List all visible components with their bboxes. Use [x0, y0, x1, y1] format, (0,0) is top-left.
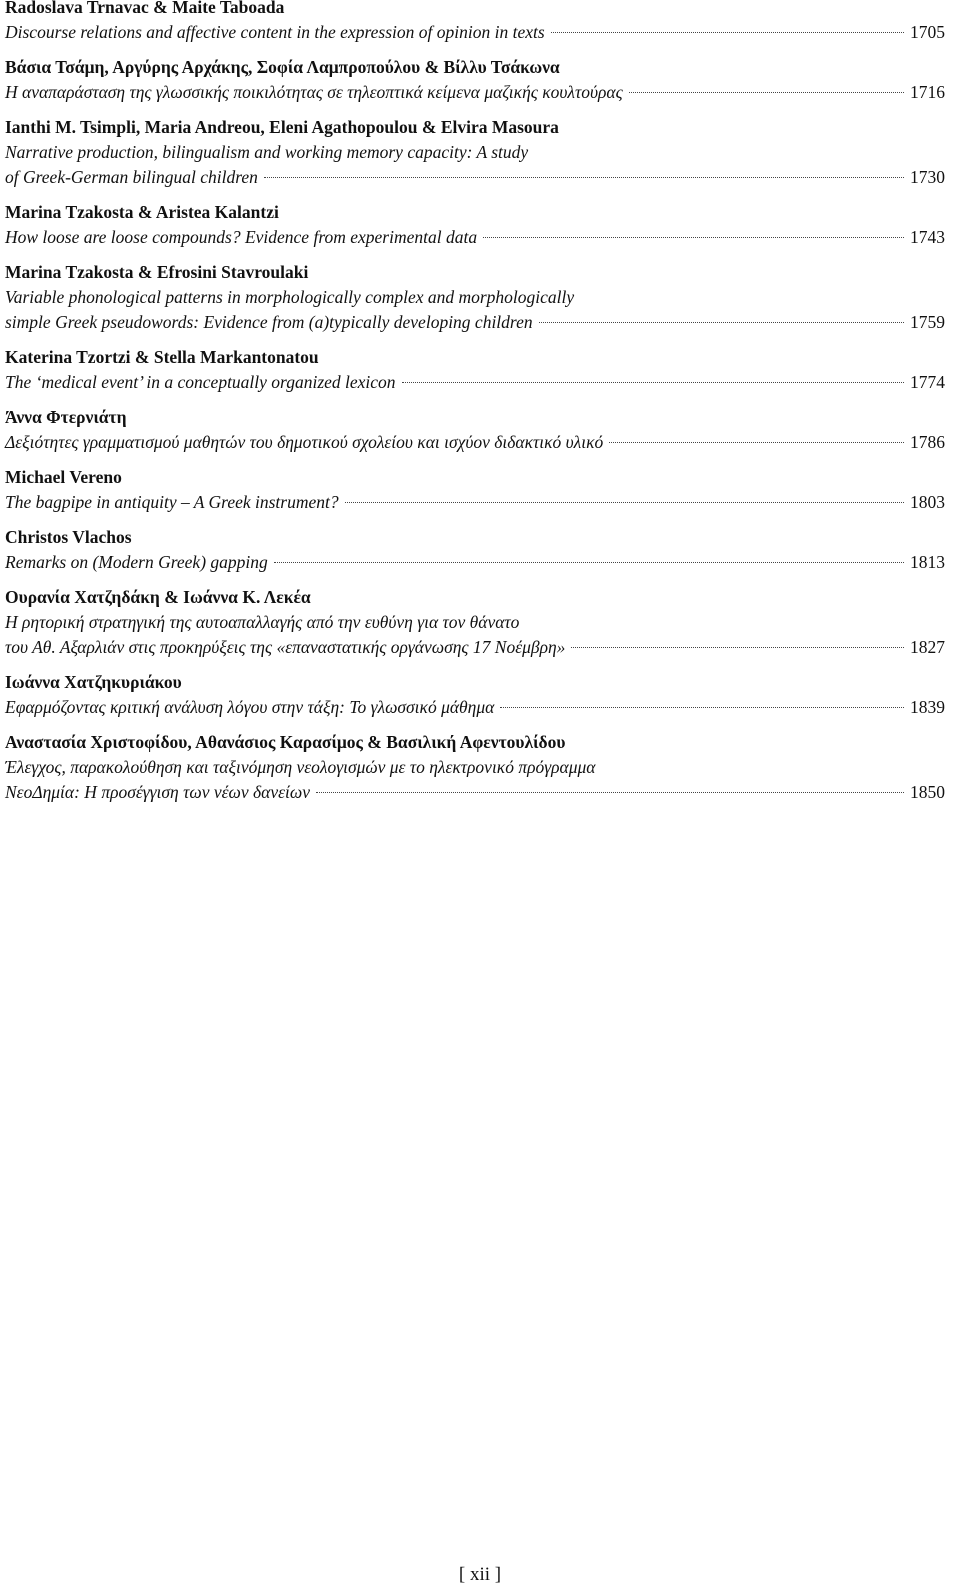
dot-leader [571, 647, 904, 648]
dot-leader [274, 562, 904, 563]
entry-title-text: Discourse relations and affective content in the expression of opinion in texts [5, 22, 545, 42]
entry-authors: Marina Tzakosta & Aristea Kalantzi [5, 202, 279, 222]
toc-entry [5, 465, 945, 515]
toc-entry [5, 55, 945, 105]
entry-page-number: 1743 [910, 227, 945, 247]
toc-entry [5, 730, 945, 805]
entry-page-number: 1803 [910, 492, 945, 512]
entry-authors: Άννα Φτερνιάτη [5, 407, 127, 427]
entry-page-number: 1813 [910, 552, 945, 572]
entry-title-final-line [5, 20, 945, 45]
entry-authors: Christos Vlachos [5, 527, 132, 547]
entry-authors: Katerina Tzortzi & Stella Markantonatou [5, 347, 319, 367]
entry-title-text: of Greek-German bilingual children [5, 167, 258, 187]
toc-entry [5, 200, 945, 250]
entry-title-final-line [5, 635, 945, 660]
toc-entry [5, 585, 945, 660]
entry-title-final-line [5, 310, 945, 335]
entry-title-final-line [5, 695, 945, 720]
entry-title-text: του Αθ. Αξαρλιάν στις προκηρύξεις της «επαναστατικής οργάνωσης 17 Νοέμβρη» [5, 637, 566, 657]
entry-page-number: 1827 [910, 637, 945, 657]
entry-authors: Ianthi M. Tsimpli, Maria Andreou, Eleni Agathopoulou & Elvira Masoura [5, 117, 559, 137]
entry-title-line: Variable phonological patterns in morphologically complex and morphologically [5, 287, 575, 307]
entry-title-line: Έλεγχος, παρακολούθηση και ταξινόμηση νεολογισμών με το ηλεκτρονικό πρόγραμμα [5, 757, 596, 777]
entry-authors: Ιωάννα Χατζηκυριάκου [5, 672, 182, 692]
entry-title-final-line [5, 225, 945, 250]
toc-entry [5, 345, 945, 395]
dot-leader [609, 442, 904, 443]
entry-title-final-line [5, 550, 945, 575]
toc-entry [5, 670, 945, 720]
entry-title-text: ΝεοΔημία: Η προσέγγιση των νέων δανείων [5, 782, 310, 802]
entry-title-text: Η αναπαράσταση της γλωσσικής ποικιλότητας σε τηλεοπτικά κείμενα μαζικής κουλτούρας [5, 82, 623, 102]
dot-leader [500, 707, 904, 708]
entry-authors: Michael Vereno [5, 467, 122, 487]
dot-leader [316, 792, 904, 793]
entry-title-final-line [5, 490, 945, 515]
entry-page-number: 1705 [910, 22, 945, 42]
entry-title-final-line [5, 430, 945, 455]
entry-page-number: 1730 [910, 167, 945, 187]
dot-leader [551, 32, 904, 33]
toc-entry [5, 405, 945, 455]
dot-leader [402, 382, 904, 383]
toc-entry [5, 0, 945, 45]
toc-entry [5, 525, 945, 575]
toc-entry [5, 115, 945, 190]
entry-page-number: 1839 [910, 697, 945, 717]
entry-page-number: 1759 [910, 312, 945, 332]
entry-authors: Radoslava Trnavac & Maite Taboada [5, 0, 285, 17]
dot-leader [264, 177, 904, 178]
entry-title-text: Δεξιότητες γραμματισμού μαθητών του δημοτικού σχολείου και ισχύον διδακτικό υλικό [5, 432, 604, 452]
entry-authors: Βάσια Τσάμη, Αργύρης Αρχάκης, Σοφία Λαμπροπούλου & Βίλλυ Τσάκωνα [5, 57, 560, 77]
entry-title-line: Narrative production, bilingualism and working memory capacity: A study [5, 142, 529, 162]
dot-leader [345, 502, 904, 503]
entry-title-text: The bagpipe in antiquity – A Greek instrument? [5, 492, 339, 512]
entry-title-text: Remarks on (Modern Greek) gapping [5, 552, 268, 572]
entry-page-number: 1774 [910, 372, 945, 392]
entry-title-line: Η ρητορική στρατηγική της αυτοαπαλλαγής από την ευθύνη για τον θάνατο [5, 612, 520, 632]
entry-title-final-line [5, 165, 945, 190]
entry-title-final-line [5, 780, 945, 805]
entry-authors: Marina Tzakosta & Efrosini Stavroulaki [5, 262, 309, 282]
entry-title-text: Εφαρμόζοντας κριτική ανάλυση λόγου στην τάξη: Το γλωσσικό μάθημα [5, 697, 495, 717]
dot-leader [483, 237, 904, 238]
entry-title-final-line [5, 370, 945, 395]
entry-authors: Αναστασία Χριστοφίδου, Αθανάσιος Καρασίμος & Βασιλική Αφεντουλίδου [5, 732, 566, 752]
entry-page-number: 1716 [910, 82, 945, 102]
page-number: [ xii ] [458, 1564, 502, 1585]
table-of-contents [5, 0, 945, 815]
entry-title-text: How loose are loose compounds? Evidence from experimental data [5, 227, 478, 247]
dot-leader [539, 322, 904, 323]
entry-page-number: 1850 [910, 782, 945, 802]
entry-page-number: 1786 [910, 432, 945, 452]
entry-title-text: The ‘medical event’ in a conceptually organized lexicon [5, 372, 396, 392]
entry-title-text: simple Greek pseudowords: Evidence from (a)typically developing children [5, 312, 533, 332]
entry-authors: Ουρανία Χατζηδάκη & Ιωάννα Κ. Λεκέα [5, 587, 311, 607]
toc-entry [5, 260, 945, 335]
entry-title-final-line [5, 80, 945, 105]
dot-leader [629, 92, 904, 93]
